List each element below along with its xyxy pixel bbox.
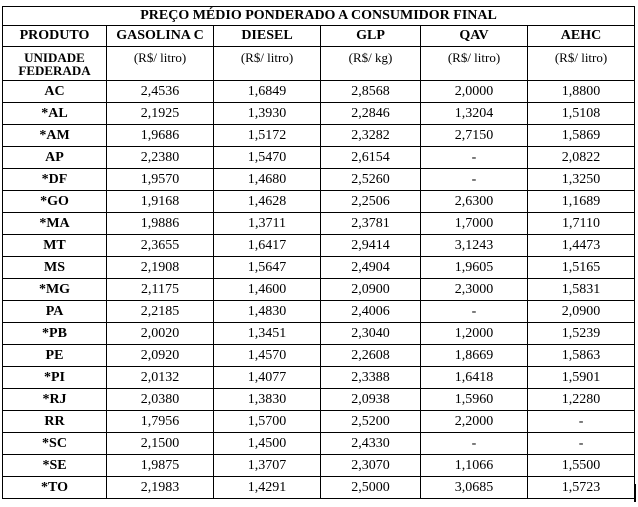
table-row	[3, 367, 635, 389]
price-cell: 2,0900	[321, 279, 421, 301]
price-cell: 1,5700	[214, 411, 321, 433]
state-cell: *PI	[3, 367, 107, 389]
price-cell: 1,4570	[214, 345, 321, 367]
title-row	[3, 7, 635, 26]
header-row	[3, 26, 635, 47]
price-cell: 1,9875	[107, 455, 214, 477]
price-cell: 1,5108	[528, 103, 635, 125]
unit-label: (R$/ kg)	[321, 47, 421, 81]
price-cell: 2,2608	[321, 345, 421, 367]
price-cell: 2,0920	[107, 345, 214, 367]
price-cell: 2,3000	[421, 279, 528, 301]
price-cell: 1,3204	[421, 103, 528, 125]
price-cell: 2,5000	[321, 477, 421, 499]
table-row	[3, 389, 635, 411]
column-header: DIESEL	[214, 26, 321, 47]
price-cell: -	[421, 147, 528, 169]
price-cell: 2,9414	[321, 235, 421, 257]
price-cell: 1,3707	[214, 455, 321, 477]
price-cell: 2,2380	[107, 147, 214, 169]
price-cell: 1,4600	[214, 279, 321, 301]
price-cell: -	[421, 301, 528, 323]
state-cell: MT	[3, 235, 107, 257]
state-cell: *SE	[3, 455, 107, 477]
table-row	[3, 477, 635, 499]
price-cell: 1,5172	[214, 125, 321, 147]
table-row	[3, 323, 635, 345]
price-cell: 1,8669	[421, 345, 528, 367]
price-cell: -	[421, 169, 528, 191]
price-cell: 1,6417	[214, 235, 321, 257]
table-row	[3, 257, 635, 279]
state-cell: *PB	[3, 323, 107, 345]
price-cell: 1,5831	[528, 279, 635, 301]
price-cell: 1,4628	[214, 191, 321, 213]
price-cell: 2,2185	[107, 301, 214, 323]
state-cell: *DF	[3, 169, 107, 191]
price-cell: 1,4680	[214, 169, 321, 191]
unit-label: (R$/ litro)	[214, 47, 321, 81]
price-cell: -	[528, 433, 635, 455]
state-cell: RR	[3, 411, 107, 433]
price-cell: 1,8800	[528, 81, 635, 103]
state-cell: *RJ	[3, 389, 107, 411]
table-row	[3, 191, 635, 213]
price-cell: 1,7956	[107, 411, 214, 433]
column-header: AEHC	[528, 26, 635, 47]
table-row	[3, 279, 635, 301]
price-cell: 1,5500	[528, 455, 635, 477]
table-row	[3, 213, 635, 235]
state-cell: AC	[3, 81, 107, 103]
price-cell: 2,2506	[321, 191, 421, 213]
price-cell: 1,5470	[214, 147, 321, 169]
price-cell: 2,3282	[321, 125, 421, 147]
price-cell: 2,7150	[421, 125, 528, 147]
price-cell: 1,5647	[214, 257, 321, 279]
price-cell: 1,6849	[214, 81, 321, 103]
price-cell: 2,6300	[421, 191, 528, 213]
price-cell: 2,8568	[321, 81, 421, 103]
table-row	[3, 455, 635, 477]
price-cell: 2,6154	[321, 147, 421, 169]
unit-label: (R$/ litro)	[528, 47, 635, 81]
price-cell: 2,0938	[321, 389, 421, 411]
price-cell: 1,5960	[421, 389, 528, 411]
price-cell: 1,3250	[528, 169, 635, 191]
price-cell: 2,1925	[107, 103, 214, 125]
price-cell: 1,4830	[214, 301, 321, 323]
state-cell: *MA	[3, 213, 107, 235]
unit-header-line: UNIDADE	[24, 49, 85, 65]
price-cell: 2,1500	[107, 433, 214, 455]
price-cell: 1,4077	[214, 367, 321, 389]
price-cell: -	[421, 433, 528, 455]
state-cell: *AM	[3, 125, 107, 147]
price-cell: 1,3711	[214, 213, 321, 235]
price-cell: 2,4904	[321, 257, 421, 279]
price-cell: 2,1983	[107, 477, 214, 499]
state-cell: PA	[3, 301, 107, 323]
price-cell: 2,0020	[107, 323, 214, 345]
table-row	[3, 235, 635, 257]
price-cell: 1,4500	[214, 433, 321, 455]
price-cell: 1,5723	[528, 477, 635, 499]
table-body	[3, 81, 635, 499]
price-cell: 1,2280	[528, 389, 635, 411]
price-cell: 1,3930	[214, 103, 321, 125]
column-header: GLP	[321, 26, 421, 47]
table-row	[3, 411, 635, 433]
price-cell: 1,3830	[214, 389, 321, 411]
price-cell: 1,9168	[107, 191, 214, 213]
unit-header-line: FEDERADA	[18, 62, 91, 78]
price-cell: 1,9570	[107, 169, 214, 191]
table-row	[3, 103, 635, 125]
state-cell: *MG	[3, 279, 107, 301]
price-cell: 2,0822	[528, 147, 635, 169]
price-cell: 1,5869	[528, 125, 635, 147]
price-cell: 2,3040	[321, 323, 421, 345]
price-cell: 1,9686	[107, 125, 214, 147]
price-cell: 1,4291	[214, 477, 321, 499]
price-cell: 2,3655	[107, 235, 214, 257]
price-cell: 2,0000	[421, 81, 528, 103]
price-cell: 1,9605	[421, 257, 528, 279]
unit-label: (R$/ litro)	[107, 47, 214, 81]
price-cell: 2,0132	[107, 367, 214, 389]
price-cell: 1,5901	[528, 367, 635, 389]
unit-label: (R$/ litro)	[421, 47, 528, 81]
state-cell: *AL	[3, 103, 107, 125]
price-cell: 2,0900	[528, 301, 635, 323]
price-cell: 1,1066	[421, 455, 528, 477]
edge-mark	[634, 484, 638, 502]
price-cell: 1,5863	[528, 345, 635, 367]
price-cell: 2,5200	[321, 411, 421, 433]
price-cell: 1,4473	[528, 235, 635, 257]
price-cell: 2,1175	[107, 279, 214, 301]
column-header: GASOLINA C	[107, 26, 214, 47]
price-cell: 1,9886	[107, 213, 214, 235]
price-cell: 1,1689	[528, 191, 635, 213]
price-cell: 1,5239	[528, 323, 635, 345]
price-cell: 1,5165	[528, 257, 635, 279]
price-cell: 2,0380	[107, 389, 214, 411]
price-cell: 2,5260	[321, 169, 421, 191]
price-cell: 1,3451	[214, 323, 321, 345]
table-row	[3, 125, 635, 147]
state-cell: *SC	[3, 433, 107, 455]
price-cell: 2,3388	[321, 367, 421, 389]
units-row	[3, 47, 635, 81]
price-cell: 2,2000	[421, 411, 528, 433]
price-cell: 1,2000	[421, 323, 528, 345]
state-cell: PE	[3, 345, 107, 367]
state-cell: MS	[3, 257, 107, 279]
price-cell: 2,4536	[107, 81, 214, 103]
column-header: PRODUTO	[3, 26, 107, 47]
price-cell: 1,6418	[421, 367, 528, 389]
price-table	[2, 6, 635, 499]
state-cell: *TO	[3, 477, 107, 499]
state-cell: *GO	[3, 191, 107, 213]
price-cell: -	[528, 411, 635, 433]
table-row	[3, 169, 635, 191]
price-cell: 2,1908	[107, 257, 214, 279]
price-cell: 2,2846	[321, 103, 421, 125]
table-title: PREÇO MÉDIO PONDERADO A CONSUMIDOR FINAL	[3, 7, 635, 26]
price-cell: 2,3070	[321, 455, 421, 477]
unit-header	[3, 47, 107, 81]
price-cell: 2,4330	[321, 433, 421, 455]
state-cell: AP	[3, 147, 107, 169]
table-row	[3, 147, 635, 169]
price-cell: 3,0685	[421, 477, 528, 499]
table-row	[3, 81, 635, 103]
table-row	[3, 345, 635, 367]
price-cell: 1,7110	[528, 213, 635, 235]
price-cell: 3,1243	[421, 235, 528, 257]
price-cell: 2,4006	[321, 301, 421, 323]
column-header: QAV	[421, 26, 528, 47]
table-row	[3, 433, 635, 455]
price-cell: 1,7000	[421, 213, 528, 235]
price-cell: 2,3781	[321, 213, 421, 235]
table-row	[3, 301, 635, 323]
